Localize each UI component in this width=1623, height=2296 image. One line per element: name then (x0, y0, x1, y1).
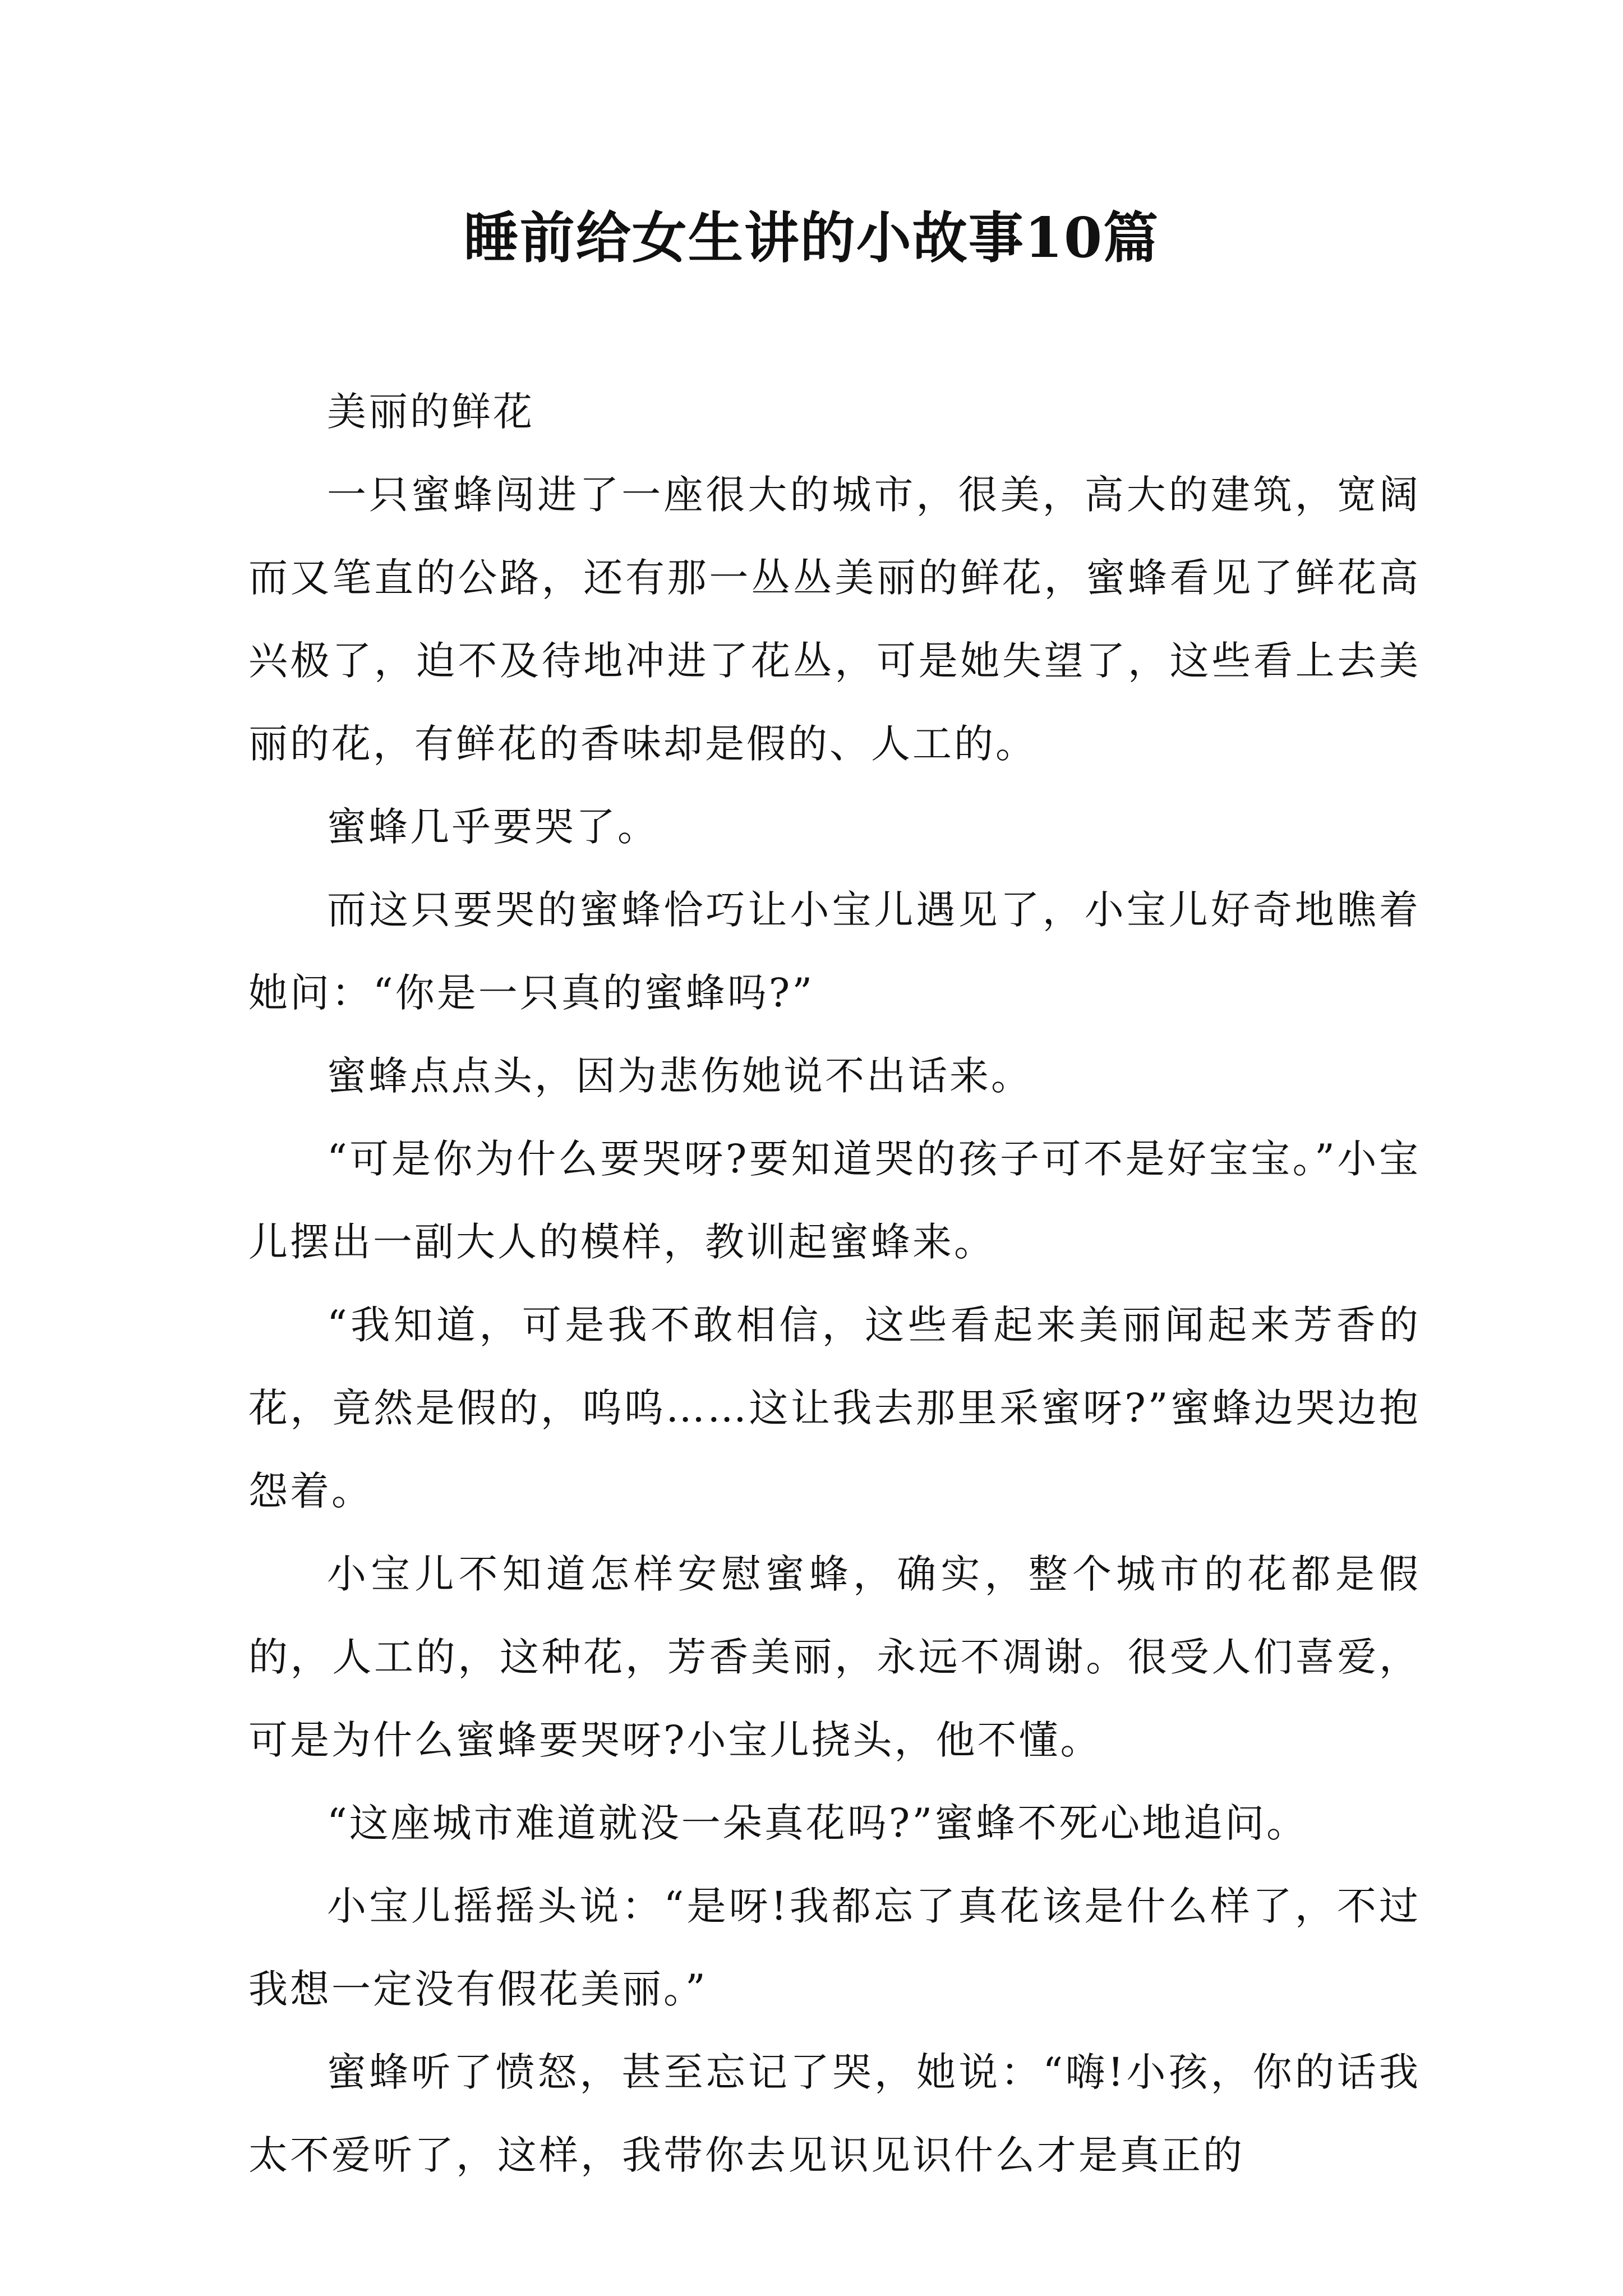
paragraph: 一只蜜蜂闯进了一座很大的城市，很美，高大的建筑，宽阔而又笔直的公路，还有那一丛丛美丽的鲜花，蜜蜂看见了鲜花高兴极了，迫不及待地冲进了花丛，可是她失望了，这些看上去美丽的花，有鲜花的香味却是假的、人工的。 (248, 472, 1421, 767)
paragraph: 蜜蜂点点头，因为悲伤她说不出话来。 (327, 1053, 1032, 1099)
paragraph: 蜜蜂几乎要哭了。 (327, 804, 659, 850)
paragraph: “这座城市难道就没一朵真花吗?”蜜蜂不死心地追问。 (327, 1800, 1308, 1846)
paragraph: “可是你为什么要哭呀?要知道哭的孩子可不是好宝宝。”小宝儿摆出一副大人的模样，教训起蜜蜂来。 (248, 1136, 1421, 1265)
paragraph: 而这只要哭的蜜蜂恰巧让小宝儿遇见了，小宝儿好奇地瞧着她问：“你是一只真的蜜蜂吗?” (248, 887, 1421, 1016)
paragraph: 小宝儿不知道怎样安慰蜜蜂，确实，整个城市的花都是假的，人工的，这种花，芳香美丽，永远不凋谢。很受人们喜爱，可是为什么蜜蜂要哭呀?小宝儿挠头，他不懂。 (248, 1551, 1421, 1763)
paragraph: 小宝儿摇摇头说：“是呀!我都忘了真花该是什么样了，不过我想一定没有假花美丽。” (248, 1883, 1421, 2012)
document-body (248, 370, 1421, 2197)
paragraph: “我知道，可是我不敢相信，这些看起来美丽闻起来芳香的花，竟然是假的，呜呜……这让我去那里采蜜呀?”蜜蜂边哭边抱怨着。 (248, 1302, 1421, 1514)
page-title: 睡前给女生讲的小故事10篇 (463, 206, 1160, 270)
paragraph: 蜜蜂听了愤怒，甚至忘记了哭，她说：“嗨!小孩，你的话我太不爱听了，这样，我带你去见识见识什么才是真正的 (248, 2049, 1421, 2178)
story-heading: 美丽的鲜花 (327, 389, 534, 435)
